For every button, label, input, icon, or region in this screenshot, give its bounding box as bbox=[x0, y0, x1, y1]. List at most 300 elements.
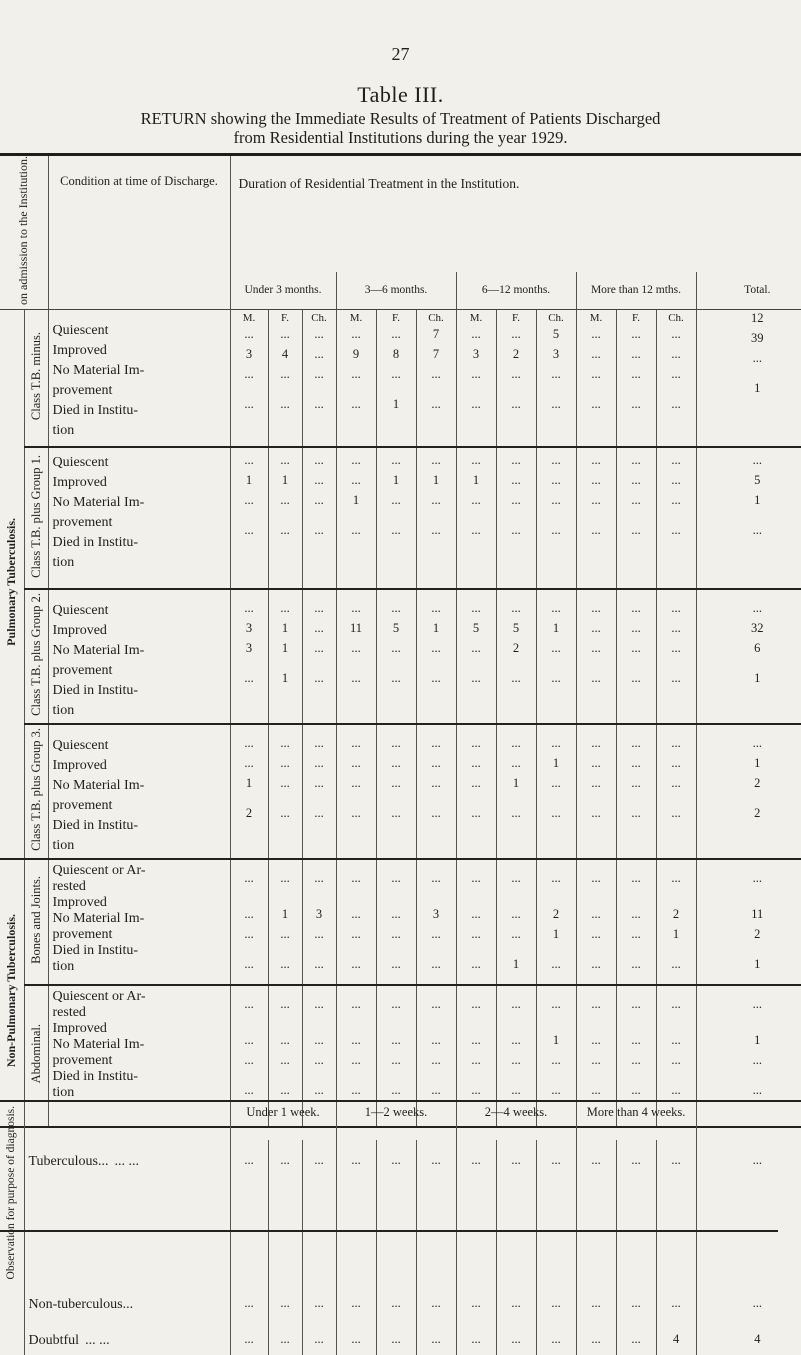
cell-value: ... bbox=[457, 326, 496, 346]
value-cell bbox=[496, 724, 536, 859]
cell-value: 1 bbox=[537, 926, 576, 956]
cell-value: ... bbox=[303, 452, 336, 472]
observation-value-cell: ... bbox=[456, 1140, 496, 1283]
cell-value: ... bbox=[537, 996, 576, 1032]
value-cell bbox=[576, 859, 616, 985]
cell-value: 9 bbox=[337, 346, 376, 366]
cell-value: ... bbox=[457, 670, 496, 690]
condition-labels bbox=[48, 724, 230, 859]
value-cell bbox=[616, 724, 656, 859]
cell-value: ... bbox=[417, 775, 456, 805]
condition-labels bbox=[48, 589, 230, 724]
subtitle-line-1: RETURN showing the Immediate Results of Treatment of Patients Discharged bbox=[0, 109, 801, 128]
cell-value: 2 bbox=[697, 926, 801, 956]
cell-value: 1 bbox=[697, 670, 801, 690]
cell-value: 7 bbox=[417, 326, 456, 346]
value-cell bbox=[656, 447, 696, 589]
cell-value: 1 bbox=[697, 956, 801, 976]
group-header-3-6-months: 3—6 months. bbox=[336, 272, 456, 310]
cell-value: ... bbox=[537, 640, 576, 670]
cell-value: ... bbox=[697, 350, 801, 380]
cell-value: ... bbox=[231, 996, 268, 1032]
value-cell bbox=[456, 724, 496, 859]
cell-value: 2 bbox=[697, 775, 801, 805]
value-cell bbox=[302, 310, 336, 448]
observation-value-cell: ... bbox=[302, 1283, 336, 1319]
cell-value: ... bbox=[617, 1032, 656, 1052]
cell-value: ... bbox=[617, 326, 656, 346]
cell-value: ... bbox=[417, 805, 456, 825]
value-cell bbox=[336, 724, 376, 859]
cell-value: ... bbox=[617, 906, 656, 926]
condition-label: Died in Institu- bbox=[53, 683, 230, 703]
cell-value: ... bbox=[457, 906, 496, 926]
cell-value: ... bbox=[231, 906, 268, 926]
cell-value: ... bbox=[577, 870, 616, 906]
cell-value: 3 bbox=[457, 346, 496, 366]
cell-value: ... bbox=[457, 452, 496, 472]
cell-value: ... bbox=[417, 640, 456, 670]
condition-label: provement bbox=[53, 663, 230, 683]
cell-value: ... bbox=[303, 1052, 336, 1082]
cell-value: ... bbox=[417, 600, 456, 620]
cell-value: ... bbox=[497, 600, 536, 620]
cell-value: ... bbox=[377, 492, 416, 522]
cell-value: 1 bbox=[537, 755, 576, 775]
total-cell bbox=[696, 724, 801, 859]
cell-value: 11 bbox=[337, 620, 376, 640]
cell-value: ... bbox=[577, 805, 616, 825]
condition-header: Condition at time of Discharge. bbox=[48, 156, 230, 310]
cell-value: ... bbox=[417, 1052, 456, 1082]
cell-value: ... bbox=[617, 452, 656, 472]
cell-value: ... bbox=[231, 1082, 268, 1102]
condition-label: Quiescent bbox=[53, 455, 230, 475]
cell-value: ... bbox=[377, 522, 416, 542]
cell-value: ... bbox=[303, 346, 336, 366]
cell-value: ... bbox=[231, 396, 268, 416]
cell-value: ... bbox=[617, 670, 656, 690]
condition-label: tion bbox=[53, 1085, 230, 1101]
cell-value: ... bbox=[231, 452, 268, 472]
cell-value: ... bbox=[697, 1052, 801, 1082]
cell-value: ... bbox=[537, 1052, 576, 1082]
cell-value: ... bbox=[457, 735, 496, 755]
cell-value: ... bbox=[303, 996, 336, 1032]
cell-value: ... bbox=[377, 1032, 416, 1052]
observation-value-cell: ... bbox=[656, 1140, 696, 1283]
cell-value: ... bbox=[657, 396, 696, 416]
cell-value: ... bbox=[377, 926, 416, 956]
cell-value: ... bbox=[657, 670, 696, 690]
cell-value: ... bbox=[657, 640, 696, 670]
cell-value: ... bbox=[417, 956, 456, 976]
cell-value: ... bbox=[303, 735, 336, 755]
value-cell bbox=[336, 859, 376, 985]
cell-value: ... bbox=[303, 956, 336, 976]
section-row bbox=[0, 447, 801, 589]
cell-value: ... bbox=[417, 670, 456, 690]
condition-label: provement bbox=[53, 515, 230, 535]
condition-label: Died in Institu- bbox=[53, 1069, 230, 1085]
sex-header: M. bbox=[577, 310, 616, 326]
cell-value: ... bbox=[417, 926, 456, 956]
cell-value: ... bbox=[269, 926, 302, 956]
cell-value: ... bbox=[657, 452, 696, 472]
cell-value: ... bbox=[537, 522, 576, 542]
cell-value: ... bbox=[577, 956, 616, 976]
cell-value: ... bbox=[337, 640, 376, 670]
condition-label: Quiescent bbox=[53, 323, 230, 343]
value-cell bbox=[336, 589, 376, 724]
cell-value: ... bbox=[537, 670, 576, 690]
cell-value: 1 bbox=[417, 472, 456, 492]
observation-value-cell: ... bbox=[416, 1140, 456, 1283]
value-cell bbox=[302, 724, 336, 859]
value-cell bbox=[616, 589, 656, 724]
value-cell bbox=[376, 589, 416, 724]
value-cell bbox=[268, 724, 302, 859]
observation-value-cell: ... bbox=[536, 1283, 576, 1319]
cell-value: ... bbox=[577, 346, 616, 366]
cell-value: ... bbox=[617, 522, 656, 542]
value-cell bbox=[656, 859, 696, 985]
cell-value: ... bbox=[377, 670, 416, 690]
condition-label: tion bbox=[53, 423, 230, 443]
cell-value: ... bbox=[337, 670, 376, 690]
cell-value: ... bbox=[337, 452, 376, 472]
cell-value: ... bbox=[337, 472, 376, 492]
cell-value: 8 bbox=[377, 346, 416, 366]
cell-value: ... bbox=[497, 326, 536, 346]
cell-value: ... bbox=[617, 775, 656, 805]
cell-value: 6 bbox=[697, 640, 801, 670]
cell-value: 2 bbox=[657, 906, 696, 926]
sex-header: Ch. bbox=[303, 310, 336, 326]
class-label bbox=[24, 447, 48, 589]
cell-value: ... bbox=[617, 870, 656, 906]
cell-value: ... bbox=[231, 366, 268, 396]
class-label-text: Class T.B. plus Group 3. bbox=[29, 728, 44, 851]
cell-value: ... bbox=[617, 1082, 656, 1102]
observation-total-cell: ... bbox=[696, 1283, 801, 1319]
cell-value: ... bbox=[617, 366, 656, 396]
class-label-text: Class T.B. minus. bbox=[29, 332, 44, 420]
value-cell bbox=[536, 724, 576, 859]
observation-value-cell: ... bbox=[336, 1140, 376, 1283]
cell-value: ... bbox=[303, 870, 336, 906]
cell-value: ... bbox=[231, 870, 268, 906]
cell-value: 1 bbox=[537, 1032, 576, 1052]
cell-value: ... bbox=[537, 805, 576, 825]
value-cell bbox=[576, 724, 616, 859]
cell-value: 1 bbox=[231, 775, 268, 805]
category-label-text: Non-Pulmonary Tuberculosis. bbox=[4, 914, 19, 1067]
cell-value: ... bbox=[269, 396, 302, 416]
cell-value: ... bbox=[457, 522, 496, 542]
cell-value: ... bbox=[457, 492, 496, 522]
cell-value: ... bbox=[377, 1082, 416, 1102]
cell-value: ... bbox=[417, 996, 456, 1032]
cell-value: 1 bbox=[497, 956, 536, 976]
condition-label: rested bbox=[53, 879, 230, 895]
cell-value: ... bbox=[537, 956, 576, 976]
cell-value: ... bbox=[497, 522, 536, 542]
cell-value: ... bbox=[269, 956, 302, 976]
cell-value: ... bbox=[577, 492, 616, 522]
cell-value: ... bbox=[231, 492, 268, 522]
condition-label: tion bbox=[53, 555, 230, 575]
cell-value: ... bbox=[537, 452, 576, 472]
cell-value: ... bbox=[337, 956, 376, 976]
total-cell bbox=[696, 447, 801, 589]
cell-value: ... bbox=[337, 870, 376, 906]
cell-value: ... bbox=[269, 492, 302, 522]
condition-label: No Material Im- bbox=[53, 778, 230, 798]
observation-row bbox=[0, 1283, 801, 1319]
cell-value: ... bbox=[617, 805, 656, 825]
total-cell bbox=[696, 589, 801, 724]
value-cell bbox=[268, 859, 302, 985]
value-cell bbox=[416, 589, 456, 724]
cell-value: ... bbox=[497, 755, 536, 775]
value-cell bbox=[376, 859, 416, 985]
cell-value: ... bbox=[303, 640, 336, 670]
cell-value: ... bbox=[697, 600, 801, 620]
cell-value: ... bbox=[657, 620, 696, 640]
cell-value: ... bbox=[231, 956, 268, 976]
cell-value: ... bbox=[457, 870, 496, 906]
cell-value: ... bbox=[337, 522, 376, 542]
condition-label: Improved bbox=[53, 623, 230, 643]
cell-value: 3 bbox=[231, 640, 268, 670]
cell-value: ... bbox=[577, 926, 616, 956]
condition-label: No Material Im- bbox=[53, 495, 230, 515]
value-cell bbox=[616, 310, 656, 448]
cell-value: ... bbox=[231, 670, 268, 690]
cell-value: ... bbox=[377, 805, 416, 825]
observation-value-cell: ... bbox=[376, 1319, 416, 1355]
cell-value: 39 bbox=[697, 330, 801, 350]
cell-value: ... bbox=[537, 735, 576, 755]
value-cell bbox=[416, 310, 456, 448]
observation-blank-header bbox=[24, 1101, 230, 1140]
value-cell bbox=[268, 447, 302, 589]
cell-value: ... bbox=[303, 1032, 336, 1052]
cell-value: ... bbox=[269, 775, 302, 805]
cell-value: ... bbox=[697, 1082, 801, 1102]
value-cell bbox=[536, 589, 576, 724]
obs-group-under-1-week: Under 1 week. bbox=[230, 1101, 336, 1140]
cell-value: ... bbox=[231, 522, 268, 542]
cell-value: ... bbox=[337, 600, 376, 620]
cell-value: 1 bbox=[497, 775, 536, 805]
cell-value: 2 bbox=[537, 906, 576, 926]
cell-value: ... bbox=[417, 1032, 456, 1052]
observation-label-text: Tuberculous... bbox=[29, 1154, 109, 1169]
observation-value-cell: ... bbox=[576, 1319, 616, 1355]
page-number: 27 bbox=[0, 44, 801, 65]
section-row bbox=[0, 859, 801, 985]
cell-value: ... bbox=[457, 755, 496, 775]
cell-value: ... bbox=[231, 1052, 268, 1082]
cell-value: ... bbox=[303, 805, 336, 825]
cell-value: ... bbox=[617, 472, 656, 492]
cell-value: ... bbox=[303, 755, 336, 775]
total-cell bbox=[696, 859, 801, 985]
observation-label bbox=[24, 1283, 230, 1319]
value-cell bbox=[376, 724, 416, 859]
cell-value: 11 bbox=[697, 906, 801, 926]
observation-value-cell: ... bbox=[536, 1140, 576, 1283]
class-label bbox=[24, 859, 48, 985]
sex-header: F. bbox=[617, 310, 656, 326]
cell-value: ... bbox=[457, 1052, 496, 1082]
cell-value: ... bbox=[417, 870, 456, 906]
condition-label: provement bbox=[53, 1053, 230, 1069]
observation-value-cell: ... bbox=[456, 1319, 496, 1355]
observation-value-cell: ... bbox=[456, 1283, 496, 1319]
cell-value: 2 bbox=[231, 805, 268, 825]
cell-value: ... bbox=[269, 996, 302, 1032]
value-cell bbox=[496, 310, 536, 448]
cell-value: ... bbox=[657, 775, 696, 805]
cell-value: ... bbox=[577, 640, 616, 670]
cell-value: ... bbox=[657, 1032, 696, 1052]
value-cell bbox=[416, 724, 456, 859]
observation-value-cell: ... bbox=[302, 1140, 336, 1283]
condition-label: No Material Im- bbox=[53, 363, 230, 383]
cell-value: 1 bbox=[457, 472, 496, 492]
cell-value: ... bbox=[657, 1082, 696, 1102]
observation-side-label bbox=[0, 1101, 24, 1283]
cell-value: ... bbox=[231, 600, 268, 620]
observation-value-cell: ... bbox=[302, 1319, 336, 1355]
cell-value: ... bbox=[657, 522, 696, 542]
cell-value: ... bbox=[577, 1082, 616, 1102]
value-cell bbox=[536, 859, 576, 985]
bottom-rule bbox=[0, 1230, 778, 1232]
cell-value: ... bbox=[337, 805, 376, 825]
cell-value: ... bbox=[657, 735, 696, 755]
sex-header: F. bbox=[377, 310, 416, 326]
cell-value: 1 bbox=[337, 492, 376, 522]
cell-value: ... bbox=[697, 452, 801, 472]
cell-value: 1 bbox=[269, 906, 302, 926]
cell-value: 1 bbox=[269, 620, 302, 640]
cell-value: ... bbox=[537, 600, 576, 620]
cell-value: ... bbox=[269, 326, 302, 346]
class-label-text: Abdominal. bbox=[29, 1024, 44, 1083]
value-cell bbox=[536, 310, 576, 448]
observation-side-text: Observation for purpose of diagnosis. bbox=[5, 1106, 18, 1279]
value-cell bbox=[416, 447, 456, 589]
observation-value-cell: ... bbox=[336, 1319, 376, 1355]
condition-label: Improved bbox=[53, 475, 230, 495]
cell-value: ... bbox=[377, 1052, 416, 1082]
cell-value: ... bbox=[417, 735, 456, 755]
value-cell bbox=[496, 859, 536, 985]
cell-value: ... bbox=[457, 366, 496, 396]
value-cell bbox=[496, 589, 536, 724]
cell-value: ... bbox=[377, 996, 416, 1032]
cell-value: 3 bbox=[537, 346, 576, 366]
condition-label: No Material Im- bbox=[53, 1037, 230, 1053]
cell-value: ... bbox=[577, 522, 616, 542]
value-cell bbox=[416, 859, 456, 985]
cell-value: ... bbox=[657, 1052, 696, 1082]
cell-value: ... bbox=[577, 996, 616, 1032]
value-cell bbox=[230, 447, 268, 589]
condition-label: Quiescent bbox=[53, 738, 230, 758]
value-cell bbox=[536, 447, 576, 589]
observation-value-cell: ... bbox=[416, 1283, 456, 1319]
cell-value: ... bbox=[457, 600, 496, 620]
cell-value: 1 bbox=[269, 472, 302, 492]
cell-value: ... bbox=[377, 755, 416, 775]
group-header-more-than-12-months: More than 12 mths. bbox=[576, 272, 696, 310]
value-cell bbox=[336, 447, 376, 589]
cell-value: ... bbox=[617, 346, 656, 366]
duration-header: Duration of Residential Treatment in the Institution. bbox=[230, 156, 801, 272]
cell-value: ... bbox=[231, 926, 268, 956]
cell-value: ... bbox=[269, 600, 302, 620]
observation-value-cell: ... bbox=[616, 1283, 656, 1319]
cell-value: ... bbox=[617, 926, 656, 956]
cell-value: ... bbox=[337, 1052, 376, 1082]
cell-value: ... bbox=[269, 805, 302, 825]
cell-value: ... bbox=[617, 640, 656, 670]
cell-value: ... bbox=[577, 366, 616, 396]
cell-value: ... bbox=[417, 1082, 456, 1102]
cell-value: ... bbox=[417, 366, 456, 396]
cell-value: ... bbox=[269, 522, 302, 542]
cell-value: ... bbox=[657, 870, 696, 906]
cell-value: ... bbox=[497, 366, 536, 396]
cell-value: ... bbox=[303, 472, 336, 492]
cell-value: ... bbox=[497, 735, 536, 755]
cell-value: 12 bbox=[697, 310, 801, 330]
cell-value: ... bbox=[617, 755, 656, 775]
cell-value: ... bbox=[303, 1082, 336, 1102]
cell-value: ... bbox=[337, 1032, 376, 1052]
value-cell bbox=[302, 589, 336, 724]
cell-value: ... bbox=[697, 735, 801, 755]
cell-value: ... bbox=[617, 996, 656, 1032]
observation-value-cell: ... bbox=[576, 1140, 616, 1283]
cell-value: 5 bbox=[697, 472, 801, 492]
cell-value: ... bbox=[617, 620, 656, 640]
observation-value-cell: ... bbox=[576, 1283, 616, 1319]
value-cell bbox=[376, 447, 416, 589]
observation-table bbox=[0, 1100, 801, 1355]
cell-value: ... bbox=[457, 775, 496, 805]
table-title: Table III. bbox=[0, 82, 801, 108]
sex-header: M. bbox=[231, 310, 268, 326]
observation-value-cell: ... bbox=[336, 1283, 376, 1319]
cell-value: ... bbox=[617, 735, 656, 755]
cell-value: 1 bbox=[269, 670, 302, 690]
cell-value: ... bbox=[231, 1032, 268, 1052]
sex-header: Ch. bbox=[657, 310, 696, 326]
cell-value: ... bbox=[417, 522, 456, 542]
cell-value: ... bbox=[577, 472, 616, 492]
cell-value: ... bbox=[497, 452, 536, 472]
class-label-text: Bones and Joints. bbox=[29, 876, 44, 964]
condition-label: tion bbox=[53, 838, 230, 858]
value-cell bbox=[376, 310, 416, 448]
cell-value: 1 bbox=[537, 620, 576, 640]
